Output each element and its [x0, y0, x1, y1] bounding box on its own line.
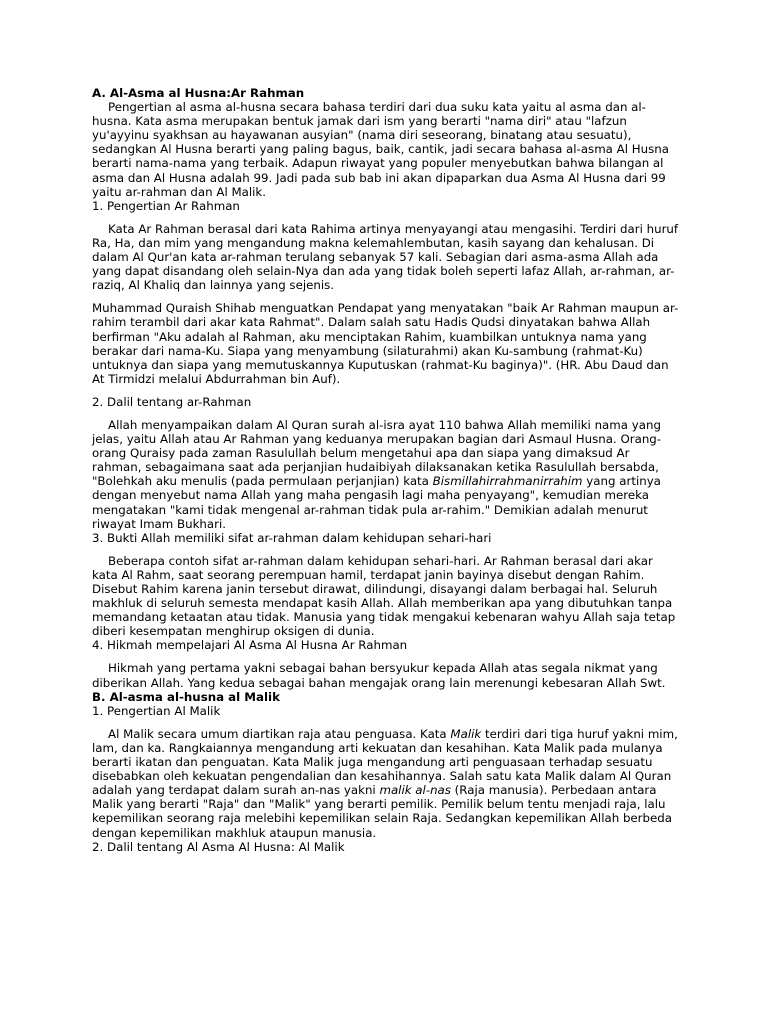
- malik-al-nas-italic: malik al-nas: [379, 783, 451, 798]
- section-a-heading: A. Al-Asma al Husna:Ar Rahman: [92, 86, 305, 100]
- ar-rahman-definition-paragraph: Kata Ar Rahman berasal dari kata Rahima artinya menyayangi atau mengasihi. Terdiri dari huruf Ra, Ha, dan mim yang mengandung makna kelemahlembutan, kasih sayang dan kehalusan. Di dalam Al Qur'an kata ar-rahman terulang sebanyak 57 kali. Sebagian dari asma-asma Allah ada yang dapat disandang oleh selain-Nya dan ada yang tidak boleh seperti lafaz Allah, ar-rahman, ar-raziq, Al Khaliq dan lainnya yang sejenis.: [92, 221, 679, 293]
- malik-text-a: Al Malik secara umum diartikan raja atau penguasa. Kata: [108, 726, 451, 741]
- sub-heading-dalil-al-malik: 2. Dalil tentang Al Asma Al Husna: Al Malik: [92, 839, 345, 854]
- bukti-ar-rahman-paragraph: Beberapa contoh sifat ar-rahman dalam kehidupan sehari-hari. Ar Rahman berasal dari akar kata Al Rahm, saat seorang perempuan hamil, terdapat janin bayinya disebut dengan Rahim. Disebut Rahim karena janin tersebut dirawat, dilindungi, disayangi dalam berbagai hal. Seluruh makhluk di seluruh semesta mendapat kasih Allah. Allah memberikan apa yang dibutuhkan tanpa memandang ketaatan atau tidak. Manusia yang tidak mengakui kebenaran wahyu Allah saja tetap diberi kesempatan menghirup oksigen di dunia.: [92, 553, 676, 639]
- bismillah-italic: Bismillahirrahmanirrahim: [432, 474, 583, 489]
- quraish-shihab-paragraph: Muhammad Quraish Shihab menguatkan Pendapat yang menyatakan "baik Ar Rahman maupun ar-rahim terambil dari akar kata Rahmat". Dalam salah satu Hadis Qudsi dinyatakan bahwa Allah berfirman "Aku adalah al Rahman, aku menciptakan Rahim, kuambilkan untuknya nama yang berakar dari nama-Ku. Siapa yang menyambung (silaturahmi) akan Ku-sambung (rahmat-Ku) untuknya dan siapa yang memutuskannya Kuputuskan (rahmat-Ku baginya)". (HR. Abu Daud dan At Tirmidzi melalui Abdurrahman bin Auf).: [92, 301, 679, 386]
- dalil-text-start: Allah menyampaikan dalam Al Quran surah al-isra ayat 110 bahwa Allah memiliki nama yang jelas, yaitu Allah atau Ar Rahman yang keduanya merupakan bagian dari Asmaul Husna. Orang-orang Quraisy pada zaman Rasulullah belum mengetahui apa dan siapa yang dimaksud Ar rahman, sebagaimana saat ada perjanjian hudaibiyah dilaksanakan ketika Rasulullah bersabda, "Bolehkah aku menulis (pada permulaan perjanjian) kata: [92, 417, 662, 489]
- malik-text-b: terdiri dari tiga huruf yakni mim, lam, dan ka. Rangkaiannya mengandung arti kekuatan dan kesahihan. Kata Malik pada mulanya berarti ikatan dan penguatan. Kata Malik juga mengandung arti penguasaan terhadap sesuatu disebabkan oleh kekuatan pengendalian dan kesahihannya. Salah satu kata Malik dalam Al Quran adalah yang terdapat dalam surah an-nas yakni: [92, 726, 678, 798]
- document-page: [92, 86, 682, 854]
- dalil-ar-rahman-paragraph: [92, 418, 682, 531]
- sub-heading-bukti-ar-rahman: 3. Bukti Allah memiliki sifat ar-rahman dalam kehidupan sehari-hari: [92, 530, 492, 545]
- dalil-text-end: yang artinya dengan menyebut nama Allah yang maha pengasih lagi maha penyayang", kemudian mereka mengatakan "kami tidak mengenal ar-rahman tidak pula ar-rahim." Demikian adalah menurut riwayat Imam Bukhari.: [92, 474, 661, 531]
- section-b-heading: B. Al-asma al-husna al Malik: [92, 689, 280, 704]
- malik-text-c: (Raja manusia). Perbedaan antara Malik yang berarti "Raja" dan "Malik" yang berarti pemilik. Pemilik belum tentu menjadi raja, lalu kepemilikan seorang raja melebihi kepemilikan selain Raja. Sedangkan kepemilikan Allah berbeda dengan kepemilikan makhluk ataupun manusia.: [92, 783, 672, 840]
- malik-italic: Malik: [450, 726, 482, 741]
- hikmah-ar-rahman-paragraph: Hikmah yang pertama yakni sebagai bahan bersyukur kepada Allah atas segala nikmat yang diberikan Allah. Yang kedua sebagai bahan mengajak orang lain merenungi kebesaran Allah Swt.: [92, 661, 666, 690]
- sub-heading-dalil-ar-rahman: 2. Dalil tentang ar-Rahman: [92, 394, 252, 409]
- sub-heading-pengertian-ar-rahman: 1. Pengertian Ar Rahman: [92, 198, 240, 213]
- section-a-intro-paragraph: Pengertian al asma al-husna secara bahasa terdiri dari dua suku kata yaitu al asma dan al-husna. Kata asma merupakan bentuk jamak dari ism yang berarti "nama diri" atau "lafzun yu'ayyinu syakhsan au hayawanan ausyian" (nama diri seseorang, binatang atau sesuatu), sedangkan Al Husna berarti yang paling bagus, baik, cantik, jadi secara bahasa al-asma Al Husna berarti nama-nama yang terbaik. Adapun riwayat yang populer menyebutkan bahwa bilangan al asma dan Al Husna adalah 99. Jadi pada sub bab ini akan dipaparkan dua Asma Al Husna dari 99 yaitu ar-rahman dan Al Malik.: [92, 100, 669, 199]
- sub-heading-pengertian-al-malik: 1. Pengertian Al Malik: [92, 703, 221, 718]
- sub-heading-hikmah-ar-rahman: 4. Hikmah mempelajari Al Asma Al Husna Ar Rahman: [92, 638, 408, 653]
- al-malik-definition-paragraph: [92, 727, 682, 840]
